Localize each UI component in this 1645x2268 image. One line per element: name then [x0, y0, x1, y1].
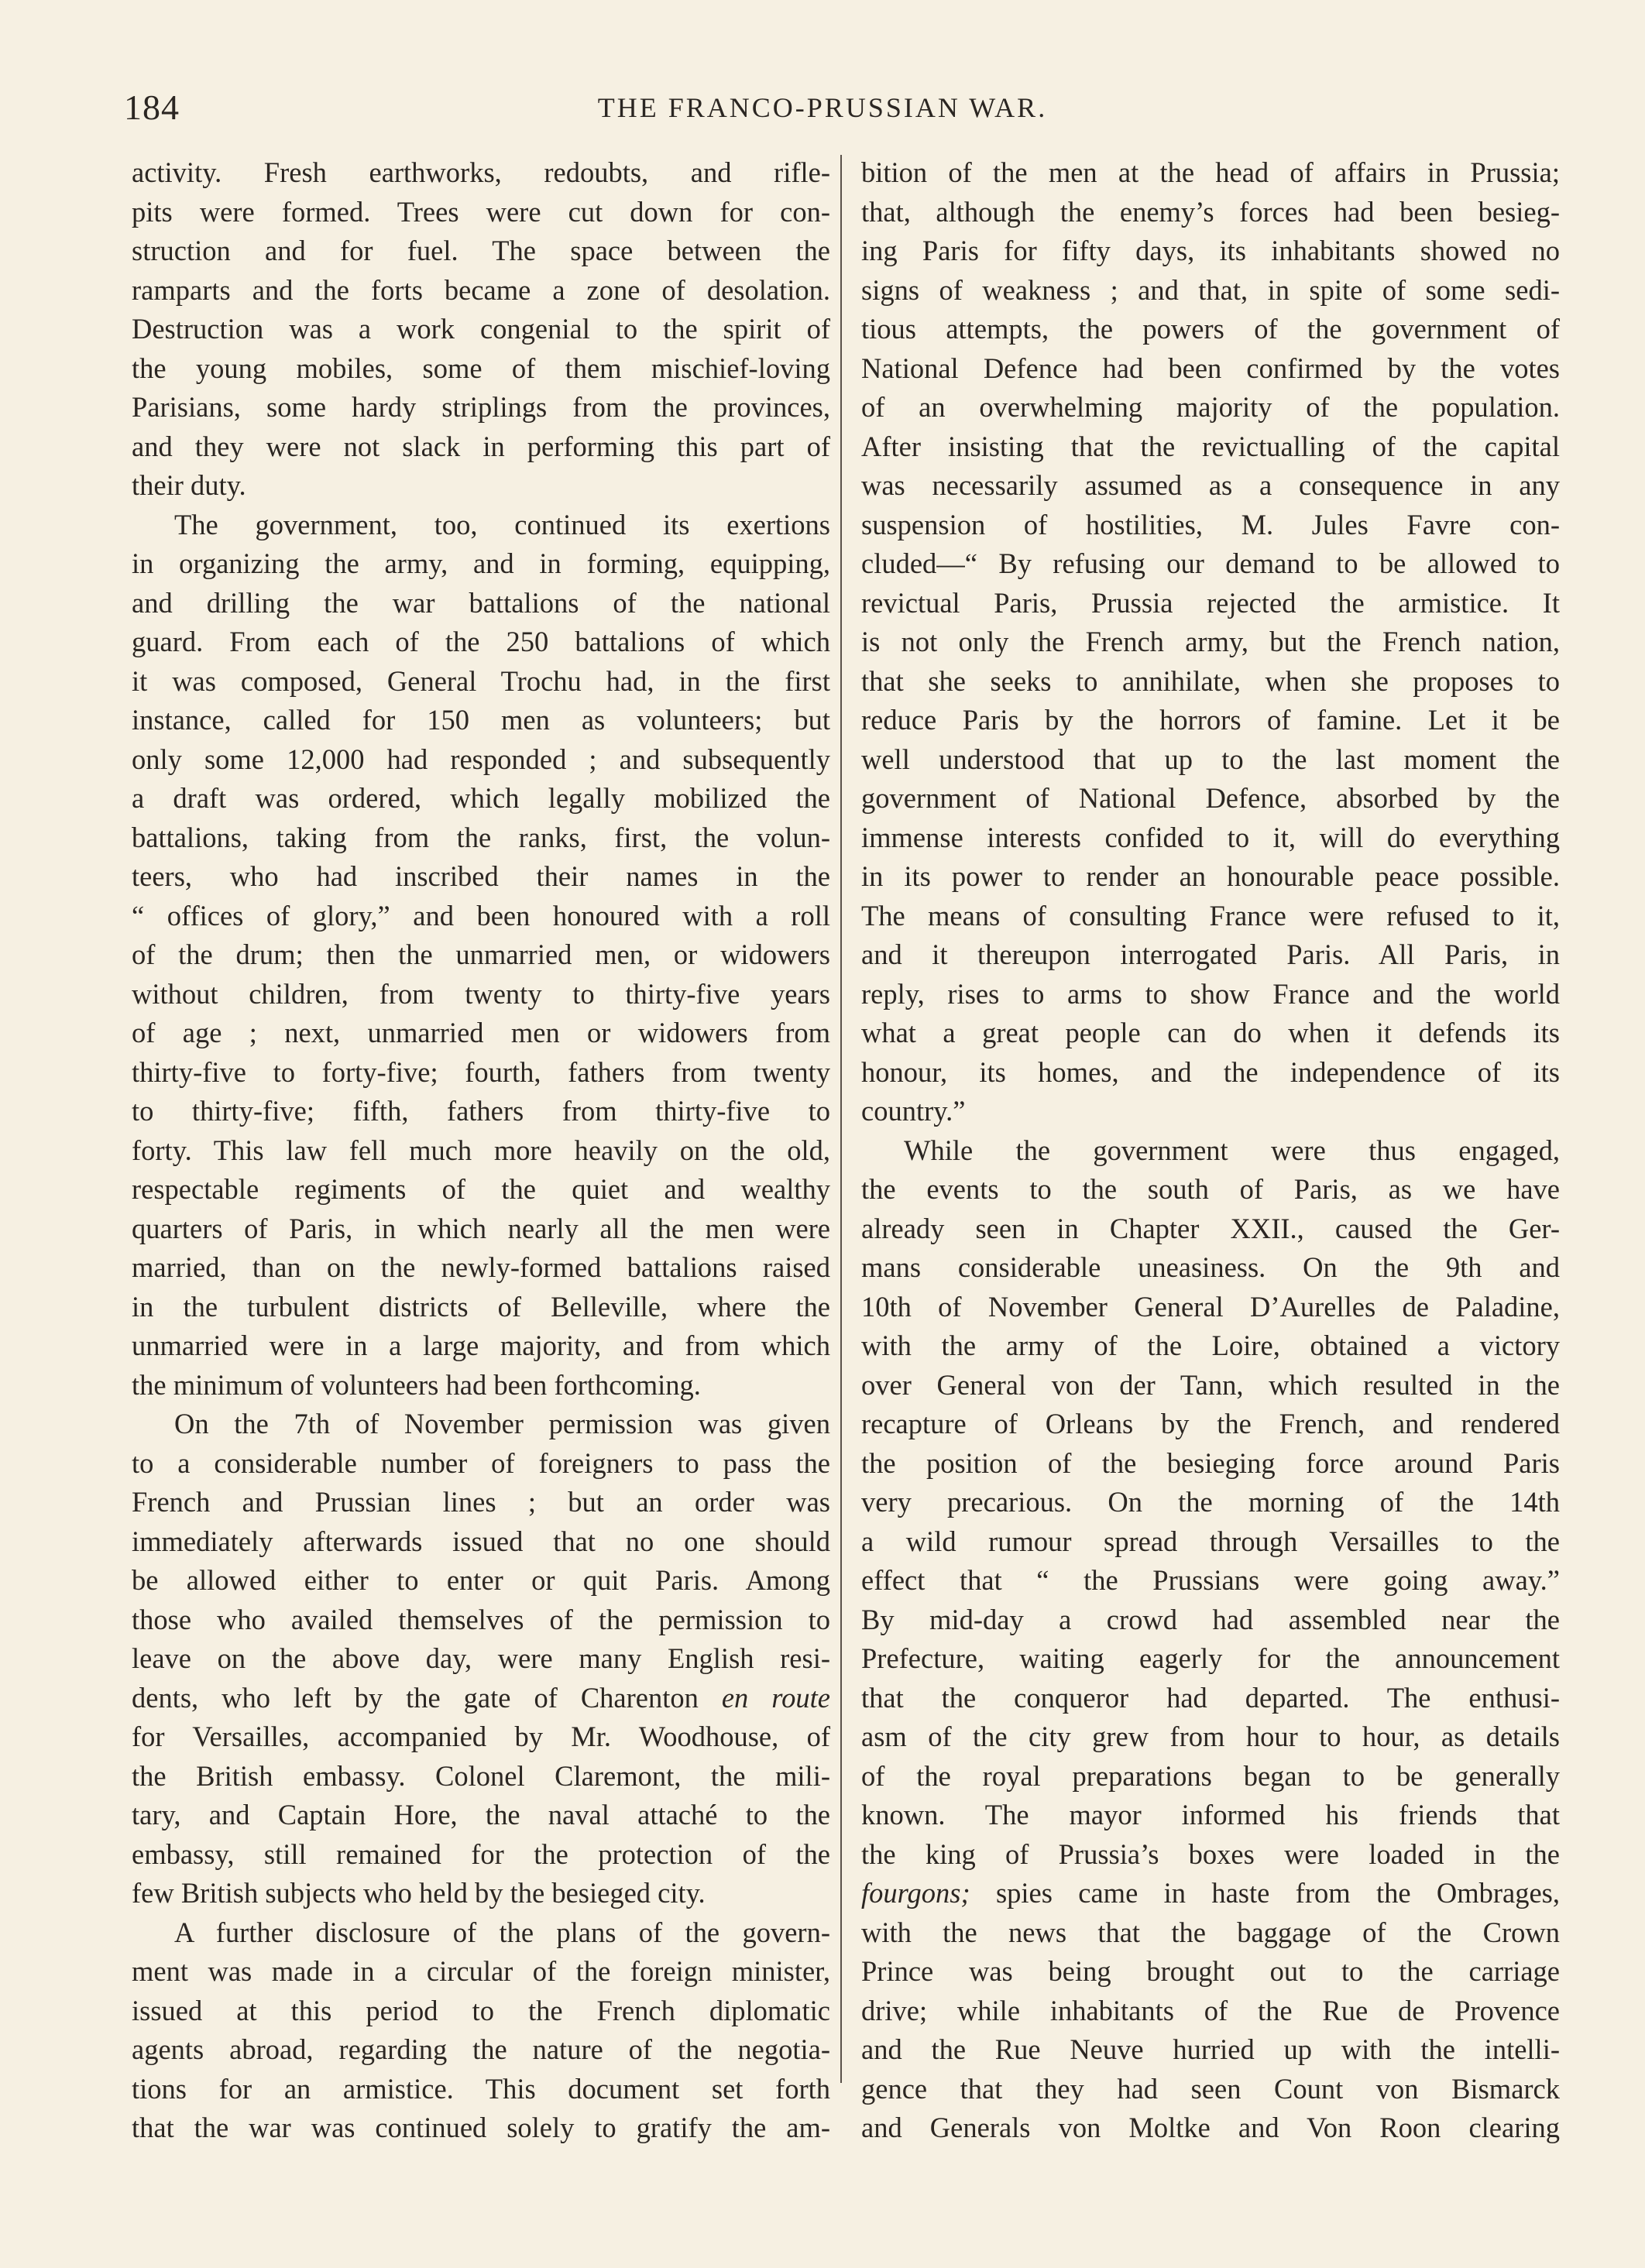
- text-line: the king of Prussia’s boxes were loaded in the: [861, 1837, 1560, 1870]
- text-line: 10th of November General D’Aurelles de Paladine,: [861, 1290, 1560, 1323]
- text-line: mans considerable uneasiness. On the 9th and: [861, 1251, 1560, 1283]
- text-line: of age ; next, unmarried men or widowers from: [132, 1017, 830, 1048]
- text-line: unmarried were in a large majority, and from which: [132, 1330, 830, 1361]
- text-line: for Versailles, accompanied by Mr. Woodhouse, of: [132, 1721, 830, 1752]
- text-line: with the news that the baggage of the Crown: [861, 1916, 1560, 1948]
- text-line: tions for an armistice. This document set forth: [132, 2072, 830, 2105]
- text-line: quarters of Paris, in which nearly all the men were: [132, 1212, 830, 1244]
- text-line: tary, and Captain Hore, the naval attaché to the: [132, 1799, 830, 1831]
- text-line: asm of the city grew from hour to hour, as details: [861, 1721, 1560, 1752]
- text-line: ramparts and the forts became a zone of desolation.: [132, 273, 830, 306]
- text-line: signs of weakness ; and that, in spite of some sedi-: [861, 273, 1560, 306]
- text-line: is not only the French army, but the French nation,: [861, 626, 1560, 657]
- text-line: By mid-day a crowd had assembled near the: [861, 1603, 1560, 1635]
- text-line: only some 12,000 had responded ; and subsequently: [132, 743, 830, 775]
- text-line: their duty.: [132, 469, 246, 501]
- text-line: recapture of Orleans by the French, and rendered: [861, 1408, 1560, 1439]
- running-title: THE FRANCO-PRUSSIAN WAR.: [597, 92, 1048, 123]
- text-line: instance, called for 150 men as volunteers; but: [132, 704, 830, 736]
- text-line: was necessarily assumed as a consequence in any: [861, 469, 1560, 501]
- text-line: that, although the enemy’s forces had been besieg-: [861, 195, 1560, 228]
- text-line: and drilling the war battalions of the national: [132, 586, 830, 619]
- text-line: [132, 1679, 830, 1718]
- text-line: Prince was being brought out to the carriage: [861, 1955, 1560, 1987]
- text-line: country.”: [861, 1095, 966, 1127]
- text-line: On the 7th of November permission was given: [174, 1408, 830, 1439]
- text-line: and it thereupon interrogated Paris. All Paris, in: [861, 938, 1560, 970]
- text-line: revictual Paris, Prussia rejected the armistice. It: [861, 586, 1560, 619]
- text-line: bition of the men at the head of affairs in Prussia;: [861, 156, 1560, 188]
- text-line: the British embassy. Colonel Claremont, the mili-: [132, 1759, 830, 1792]
- text-line: without children, from twenty to thirty-five years: [132, 977, 830, 1010]
- text-line: that she seeks to annihilate, when she proposes to: [861, 664, 1560, 697]
- text-line: agents abroad, regarding the nature of the negotia-: [132, 2033, 830, 2065]
- text-line: the minimum of volunteers had been forthcoming.: [132, 1368, 701, 1401]
- text-line: be allowed either to enter or quit Paris. Among: [132, 1564, 830, 1596]
- text-line: teers, who had inscribed their names in the: [132, 860, 830, 892]
- text-line: The means of consulting France were refused to it,: [861, 899, 1560, 932]
- text-line: immediately afterwards issued that no one should: [132, 1525, 830, 1557]
- italic-phrase: fourgons;: [861, 1877, 970, 1909]
- text-line: and they were not slack in performing this part of: [132, 430, 830, 462]
- text-line: that the conqueror had departed. The enthusi-: [861, 1681, 1560, 1714]
- text-line: After insisting that the revictualling of the capital: [861, 430, 1560, 462]
- text-line: leave on the above day, were many English resi-: [132, 1642, 830, 1674]
- text-line: guard. From each of the 250 battalions of which: [132, 626, 830, 657]
- text-line: immense interests confided to it, will do everything: [861, 821, 1560, 853]
- text-line: [861, 1874, 1560, 1913]
- text-line: over General von der Tann, which resulted in the: [861, 1368, 1560, 1401]
- text-line: in the turbulent districts of Belleville, where the: [132, 1290, 830, 1323]
- left-column: [132, 153, 830, 2148]
- text-fragment: spies came in haste from the Ombrages,: [995, 1877, 1561, 1909]
- text-line: National Defence had been confirmed by the votes: [861, 352, 1560, 384]
- text-line: respectable regiments of the quiet and wealthy: [132, 1173, 830, 1205]
- text-line: Prefecture, waiting eagerly for the announcement: [861, 1642, 1560, 1674]
- text-line: it was composed, General Trochu had, in the first: [132, 664, 830, 697]
- text-line: forty. This law fell much more heavily on the old,: [132, 1134, 830, 1166]
- text-line: government of National Defence, absorbed by the: [861, 782, 1560, 814]
- text-line: to thirty-five; fifth, fathers from thirty-five to: [132, 1095, 830, 1127]
- text-line: of an overwhelming majority of the population.: [861, 391, 1560, 423]
- page-header: [124, 87, 1521, 133]
- column-divider: [840, 155, 842, 2083]
- text-line: cluded—“ By refusing our demand to be allowed to: [861, 547, 1560, 579]
- text-line: While the government were thus engaged,: [904, 1134, 1560, 1166]
- text-line: the events to the south of Paris, as we have: [861, 1173, 1560, 1205]
- text-line: Destruction was a work congenial to the spirit of: [132, 313, 830, 345]
- text-line: thirty-five to forty-five; fourth, fathers from twenty: [132, 1055, 830, 1088]
- text-line: activity. Fresh earthworks, redoubts, and rifle-: [132, 156, 830, 188]
- text-line: drive; while inhabitants of the Rue de Provence: [861, 1994, 1560, 2026]
- text-line: that the war was continued solely to gratify the am-: [132, 2112, 830, 2143]
- text-line: “ offices of glory,” and been honoured with a roll: [132, 899, 830, 932]
- text-line: struction and for fuel. The space between the: [132, 235, 830, 266]
- text-line: tious attempts, the powers of the government of: [861, 313, 1560, 345]
- text-line: Parisians, some hardy striplings from the provinces,: [132, 391, 830, 423]
- text-line: the young mobiles, some of them mischief-loving: [132, 352, 830, 384]
- text-line: battalions, taking from the ranks, first, the volun-: [132, 821, 830, 853]
- text-line: in its power to render an honourable peace possible.: [861, 860, 1560, 892]
- text-line: what a great people can do when it defends its: [861, 1017, 1560, 1048]
- italic-phrase: en route: [721, 1681, 830, 1714]
- text-line: reduce Paris by the horrors of famine. Let it be: [861, 704, 1560, 736]
- text-line: known. The mayor informed his friends that: [861, 1799, 1560, 1831]
- text-line: a draft was ordered, which legally mobilized the: [132, 782, 830, 814]
- text-line: a wild rumour spread through Versailles to the: [861, 1525, 1560, 1557]
- text-line: The government, too, continued its exertions: [174, 508, 830, 540]
- text-line: suspension of hostilities, M. Jules Favre con-: [861, 508, 1560, 540]
- text-line: gence that they had seen Count von Bismarck: [861, 2072, 1560, 2105]
- text-fragment: dents, who left by the gate of Charenton: [132, 1681, 699, 1714]
- text-line: of the drum; then the unmarried men, or widowers: [132, 938, 830, 970]
- text-line: and Generals von Moltke and Von Roon clearing: [861, 2112, 1560, 2143]
- text-line: ment was made in a circular of the foreign minister,: [132, 1955, 830, 1987]
- text-line: those who availed themselves of the permission to: [132, 1603, 830, 1635]
- text-line: and the Rue Neuve hurried up with the intelli-: [861, 2033, 1560, 2065]
- text-line: of the royal preparations began to be generally: [861, 1759, 1560, 1792]
- text-line: ing Paris for fifty days, its inhabitants showed no: [861, 235, 1560, 266]
- text-line: married, than on the newly-formed battalions raised: [132, 1251, 830, 1283]
- text-line: with the army of the Loire, obtained a victory: [861, 1330, 1560, 1361]
- text-line: pits were formed. Trees were cut down for con-: [132, 195, 830, 228]
- text-line: A further disclosure of the plans of the govern-: [174, 1916, 830, 1948]
- text-line: already seen in Chapter XXII., caused the Ger-: [861, 1212, 1560, 1244]
- text-line: embassy, still remained for the protection of the: [132, 1837, 830, 1870]
- text-line: well understood that up to the last moment the: [861, 743, 1560, 775]
- text-line: in organizing the army, and in forming, equipping,: [132, 547, 830, 579]
- text-line: very precarious. On the morning of the 14th: [861, 1486, 1560, 1518]
- text-line: effect that “ the Prussians were going away.”: [861, 1564, 1560, 1596]
- text-line: few British subjects who held by the besieged city.: [132, 1877, 706, 1909]
- page-number: 184: [124, 87, 180, 127]
- text-line: to a considerable number of foreigners to pass the: [132, 1446, 830, 1479]
- text-line: reply, rises to arms to show France and the world: [861, 977, 1560, 1010]
- text-line: honour, its homes, and the independence of its: [861, 1055, 1560, 1088]
- right-column: [861, 153, 1560, 2148]
- text-line: issued at this period to the French diplomatic: [132, 1994, 830, 2026]
- text-line: the position of the besieging force around Paris: [861, 1446, 1560, 1479]
- text-line: French and Prussian lines ; but an order was: [132, 1486, 830, 1518]
